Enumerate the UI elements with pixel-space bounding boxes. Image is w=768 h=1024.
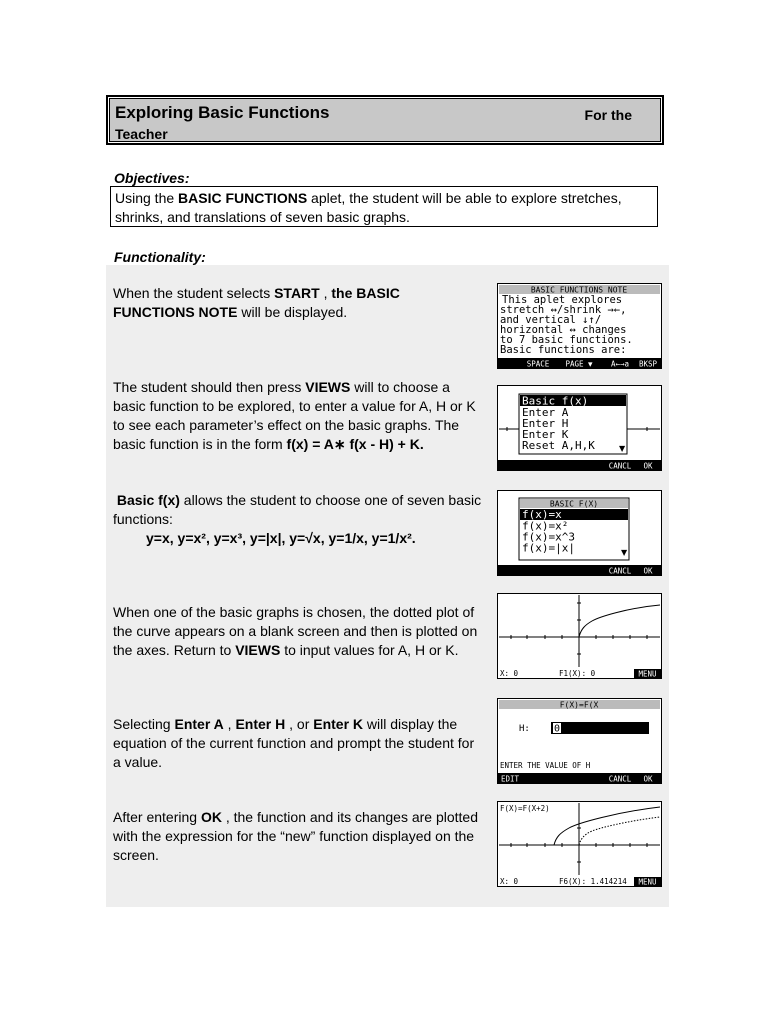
step-6-text <box>113 808 485 865</box>
enter-prompt: ENTER THE VALUE OF H <box>500 761 591 770</box>
graph-x-readout: X: 0 <box>500 877 519 886</box>
step-2-part: will to choose a basic function to be explored, to enter a value for A, H or K to see each parameter’s effect on the basic graphs. The basic function is in the form <box>113 379 476 452</box>
basic-header: BASIC F(X) <box>549 499 599 509</box>
views-item-enter-k: Enter K <box>522 428 569 441</box>
step-2-part: The student should then press <box>113 379 306 395</box>
step-2-views: VIEWS <box>305 379 351 395</box>
step-2-formula: f(x) = A∗ f(x - H) + K. <box>286 436 424 452</box>
softkey-menu: MENU <box>638 669 657 679</box>
views-item-enter-h: Enter H <box>522 417 569 430</box>
step-6-ok: OK <box>200 809 222 825</box>
basic-functions-list: y=x, y=x², y=x³, y=|x|, y=√x, y=1/x, y=1/x². <box>146 530 416 546</box>
title-box <box>106 95 664 145</box>
functionality-heading: Functionality: <box>114 249 206 265</box>
basic-item: f(x)=|x| <box>522 541 575 555</box>
step-1-note: the BASIC FUNCTIONS NOTE <box>113 285 400 320</box>
objectives-text-post: aplet, the student will be able to explore stretches, shrinks, and translations of seven basic graphs. <box>115 190 622 225</box>
title-audience-line2: Teacher <box>115 126 168 142</box>
step-3-text <box>113 491 485 529</box>
calculator-screen-note <box>497 283 662 369</box>
step-5-enter-h: Enter H <box>235 716 286 732</box>
softkey-ok: OK <box>643 774 653 784</box>
views-item-enter-a: Enter A <box>522 406 569 419</box>
title-inner <box>109 98 661 142</box>
step-6-part: , the function and its changes are plotted with the expression for the “new” function displayed on the screen. <box>113 809 478 863</box>
step-5-enter-a: Enter A <box>174 716 224 732</box>
softkey-bksp: BKSP <box>638 359 658 369</box>
softkey-ok: OK <box>643 461 653 471</box>
softkey-case: A←→a <box>610 359 630 369</box>
softkey-cancel: CANCL <box>608 774 632 784</box>
graph-f-readout: F6(X): 1.414214 <box>559 877 627 886</box>
scroll-down-icon: ▼ <box>619 444 626 453</box>
step-5-part: , or <box>285 716 314 732</box>
softkey-menu: MENU <box>638 877 657 887</box>
objectives-text-bold: BASIC FUNCTIONS <box>178 190 308 206</box>
step-3-basic: Basic f(x) <box>116 492 180 508</box>
step-5-part: , <box>223 716 236 732</box>
views-item-reset: Reset A,H,K <box>522 439 595 452</box>
step-1-text <box>113 284 485 322</box>
enter-header: F(X)=F(X <box>559 700 599 710</box>
softkey-cancel: CANCL <box>608 566 632 576</box>
step-5-enter-k: Enter K <box>313 716 364 732</box>
views-item-basic: Basic f(x) <box>522 394 589 408</box>
graph-x-readout: X: 0 <box>500 669 519 678</box>
basic-item: f(x)=x <box>522 508 562 521</box>
calculator-screen-graph <box>497 593 662 679</box>
step-1-start: START <box>274 285 320 301</box>
step-5-part: will display the equation of the current function and prompt the student for a value. <box>113 716 475 770</box>
basic-item: f(x)=x² <box>522 519 569 533</box>
step-4-part: to input values for A, H or K. <box>280 642 459 658</box>
objectives-heading: Objectives: <box>114 170 190 186</box>
step-3-part: allows the student to choose one of seven basic functions: <box>113 492 482 527</box>
basic-item: f(x)=x^3 <box>522 530 575 544</box>
softkey-cancel: CANCL <box>608 461 632 471</box>
note-line: This aplet explores <box>502 294 623 306</box>
softkey-space: SPACE <box>526 359 550 369</box>
note-line: stretch ↔/shrink →←, <box>500 304 627 316</box>
step-4-part: When one of the basic graphs is chosen, the dotted plot of the curve appears on a blank screen and then is plotted on the axes. Return to <box>113 604 478 658</box>
step-5-part: Selecting <box>113 716 175 732</box>
step-4-text <box>113 603 485 660</box>
step-6-part: After entering <box>113 809 201 825</box>
note-line: to 7 basic functions. <box>500 334 633 346</box>
enter-label: H: <box>519 724 530 734</box>
graph-f-readout: F1(X): 0 <box>559 669 596 678</box>
note-header: BASIC FUNCTIONS NOTE <box>530 285 628 295</box>
note-line: Basic functions are: <box>500 344 627 356</box>
step-1-part: , <box>319 285 332 301</box>
calculator-screen-views <box>497 385 662 471</box>
title-audience: For the <box>584 107 632 123</box>
softkey-ok: OK <box>643 566 653 576</box>
objectives-box <box>110 186 658 227</box>
step-1-part: When the student selects <box>113 285 275 301</box>
step-2-text <box>113 378 485 454</box>
note-line: horizontal ↔ changes <box>500 324 627 336</box>
objectives-text-pre: Using the <box>115 190 179 206</box>
step-1-part: will be displayed. <box>237 304 348 320</box>
softkey-edit: EDIT <box>500 774 520 784</box>
softkey-page: PAGE ▼ <box>565 359 593 369</box>
calculator-screen-enter <box>497 698 662 784</box>
step-4-views: VIEWS <box>235 642 281 658</box>
scroll-down-icon: ▼ <box>621 548 628 557</box>
note-line: and vertical ↓↑/ <box>500 314 602 326</box>
enter-value: 0 <box>554 723 561 735</box>
calculator-screen-basic <box>497 490 662 576</box>
graph-expression: F(X)=F(X+2) <box>500 804 550 813</box>
page-title: Exploring Basic Functions <box>115 103 330 122</box>
calculator-screen-graph-shifted <box>497 801 662 887</box>
step-5-text <box>113 715 485 772</box>
